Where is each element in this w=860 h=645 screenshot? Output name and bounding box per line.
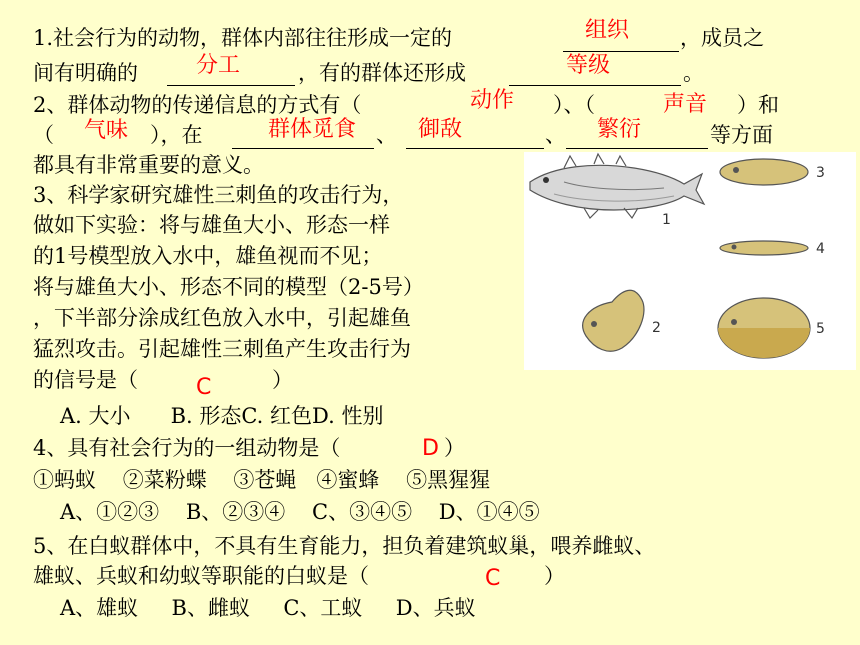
fish-label-2: 2 [652,320,661,336]
fish-label-4: 4 [816,241,825,257]
fish-model-4 [720,241,808,255]
q2-answer-1: 动作 [470,88,515,113]
q2-line1-mid: ）、（ [553,93,595,117]
q2-line2-sep1: 、 [376,123,397,147]
q1-blank-2 [167,85,295,86]
q2-answer-3: 气味 [84,118,129,143]
q5-options: A、雄蚁 B、雌蚁 C、工蚁 D、兵蚁 [60,596,476,620]
fish-label-5: 5 [816,321,825,337]
fish-models-illustration [524,152,856,370]
q4-stem: 4、具有社会行为的一组动物是（ [33,436,341,460]
fish-label-3: 3 [816,165,825,181]
q3-line-6: 猛烈攻击。引起雄性三刺鱼产生攻击行为 [33,337,411,361]
fish-model-2 [583,290,644,351]
q5-close-paren: ） [544,564,565,588]
q2-answer-5: 御敌 [418,117,463,142]
q4-close-paren: ） [444,436,465,460]
q2-answer-2: 声音 [663,92,708,117]
q1-line1-text: 1.社会行为的动物，群体内部往往形成一定的 [33,26,453,50]
fish-model-3 [720,159,808,185]
q1-answer-2: 分工 [196,53,241,78]
q1-answer-1: 组织 [585,18,630,43]
q3-line-4: 将与雄鱼大小、形态不同的模型（2-5号） [33,275,424,299]
q3-close-paren: ） [272,368,293,392]
fish-model-1 [530,154,704,218]
q3-line-1: 3、科学家研究雄性三刺鱼的攻击行为， [33,183,404,207]
q4-options: A、①②③ B、②③④ C、③④⑤ D、①④⑤ [60,500,540,524]
q3-line-3: 的1号模型放入水中，雄鱼视而不见； [33,244,383,268]
q1-line2-mid: ，有的群体还形成 [298,61,466,85]
q2-line2-open: （ [33,123,54,147]
q1-line1-tail: ，成员之 [680,26,764,50]
q4-items: ①蚂蚁 ②菜粉蝶 ③苍蝇 ④蜜蜂 ⑤黑猩猩 [33,468,491,492]
q1-blank-1 [563,51,679,52]
q2-line2-end: 等方面 [710,123,773,147]
q5-line1: 5、在白蚁群体中，不具有生育能力，担负着建筑蚁巢，喂养雌蚁、 [33,534,656,558]
q2-answer-4: 群体觅食 [268,117,357,142]
q2-blank-5 [406,148,544,149]
q1-line2-end: 。 [683,61,704,85]
q3-line-5: ，下半部分涂成红色放入水中，引起雄鱼 [33,306,411,330]
q5-answer: C [485,566,501,591]
q2-line2-sep2: 、 [545,123,566,147]
q2-line1-end: ）和 [737,93,779,117]
q2-line3-text: 都具有非常重要的意义。 [33,153,264,177]
q3-line-2: 做如下实验：将与雄鱼大小、形态一样 [33,213,390,237]
fish-label-1: 1 [662,212,671,228]
q4-answer: D [422,436,439,461]
q2-blank-6 [566,148,708,149]
q2-line2-in: ），在 [150,123,203,147]
q3-options: A. 大小 B. 形态C. 红色D. 性别 [60,404,384,428]
q3-answer: C [196,375,212,400]
fish-model-5 [718,298,810,358]
q2-answer-6: 繁衍 [597,117,642,142]
fish-models-figure [524,152,856,370]
q5-line2: 雄蚁、兵蚁和幼蚁等职能的白蚁是（ [33,564,369,588]
q2-blank-4 [232,148,374,149]
q2-line1-text: 2、群体动物的传递信息的方式有（ [33,93,362,117]
q1-answer-3: 等级 [566,53,611,78]
q3-line-7: 的信号是（ [33,368,138,392]
q1-line2-text: 间有明确的 [33,61,138,85]
q1-blank-3 [509,85,681,86]
